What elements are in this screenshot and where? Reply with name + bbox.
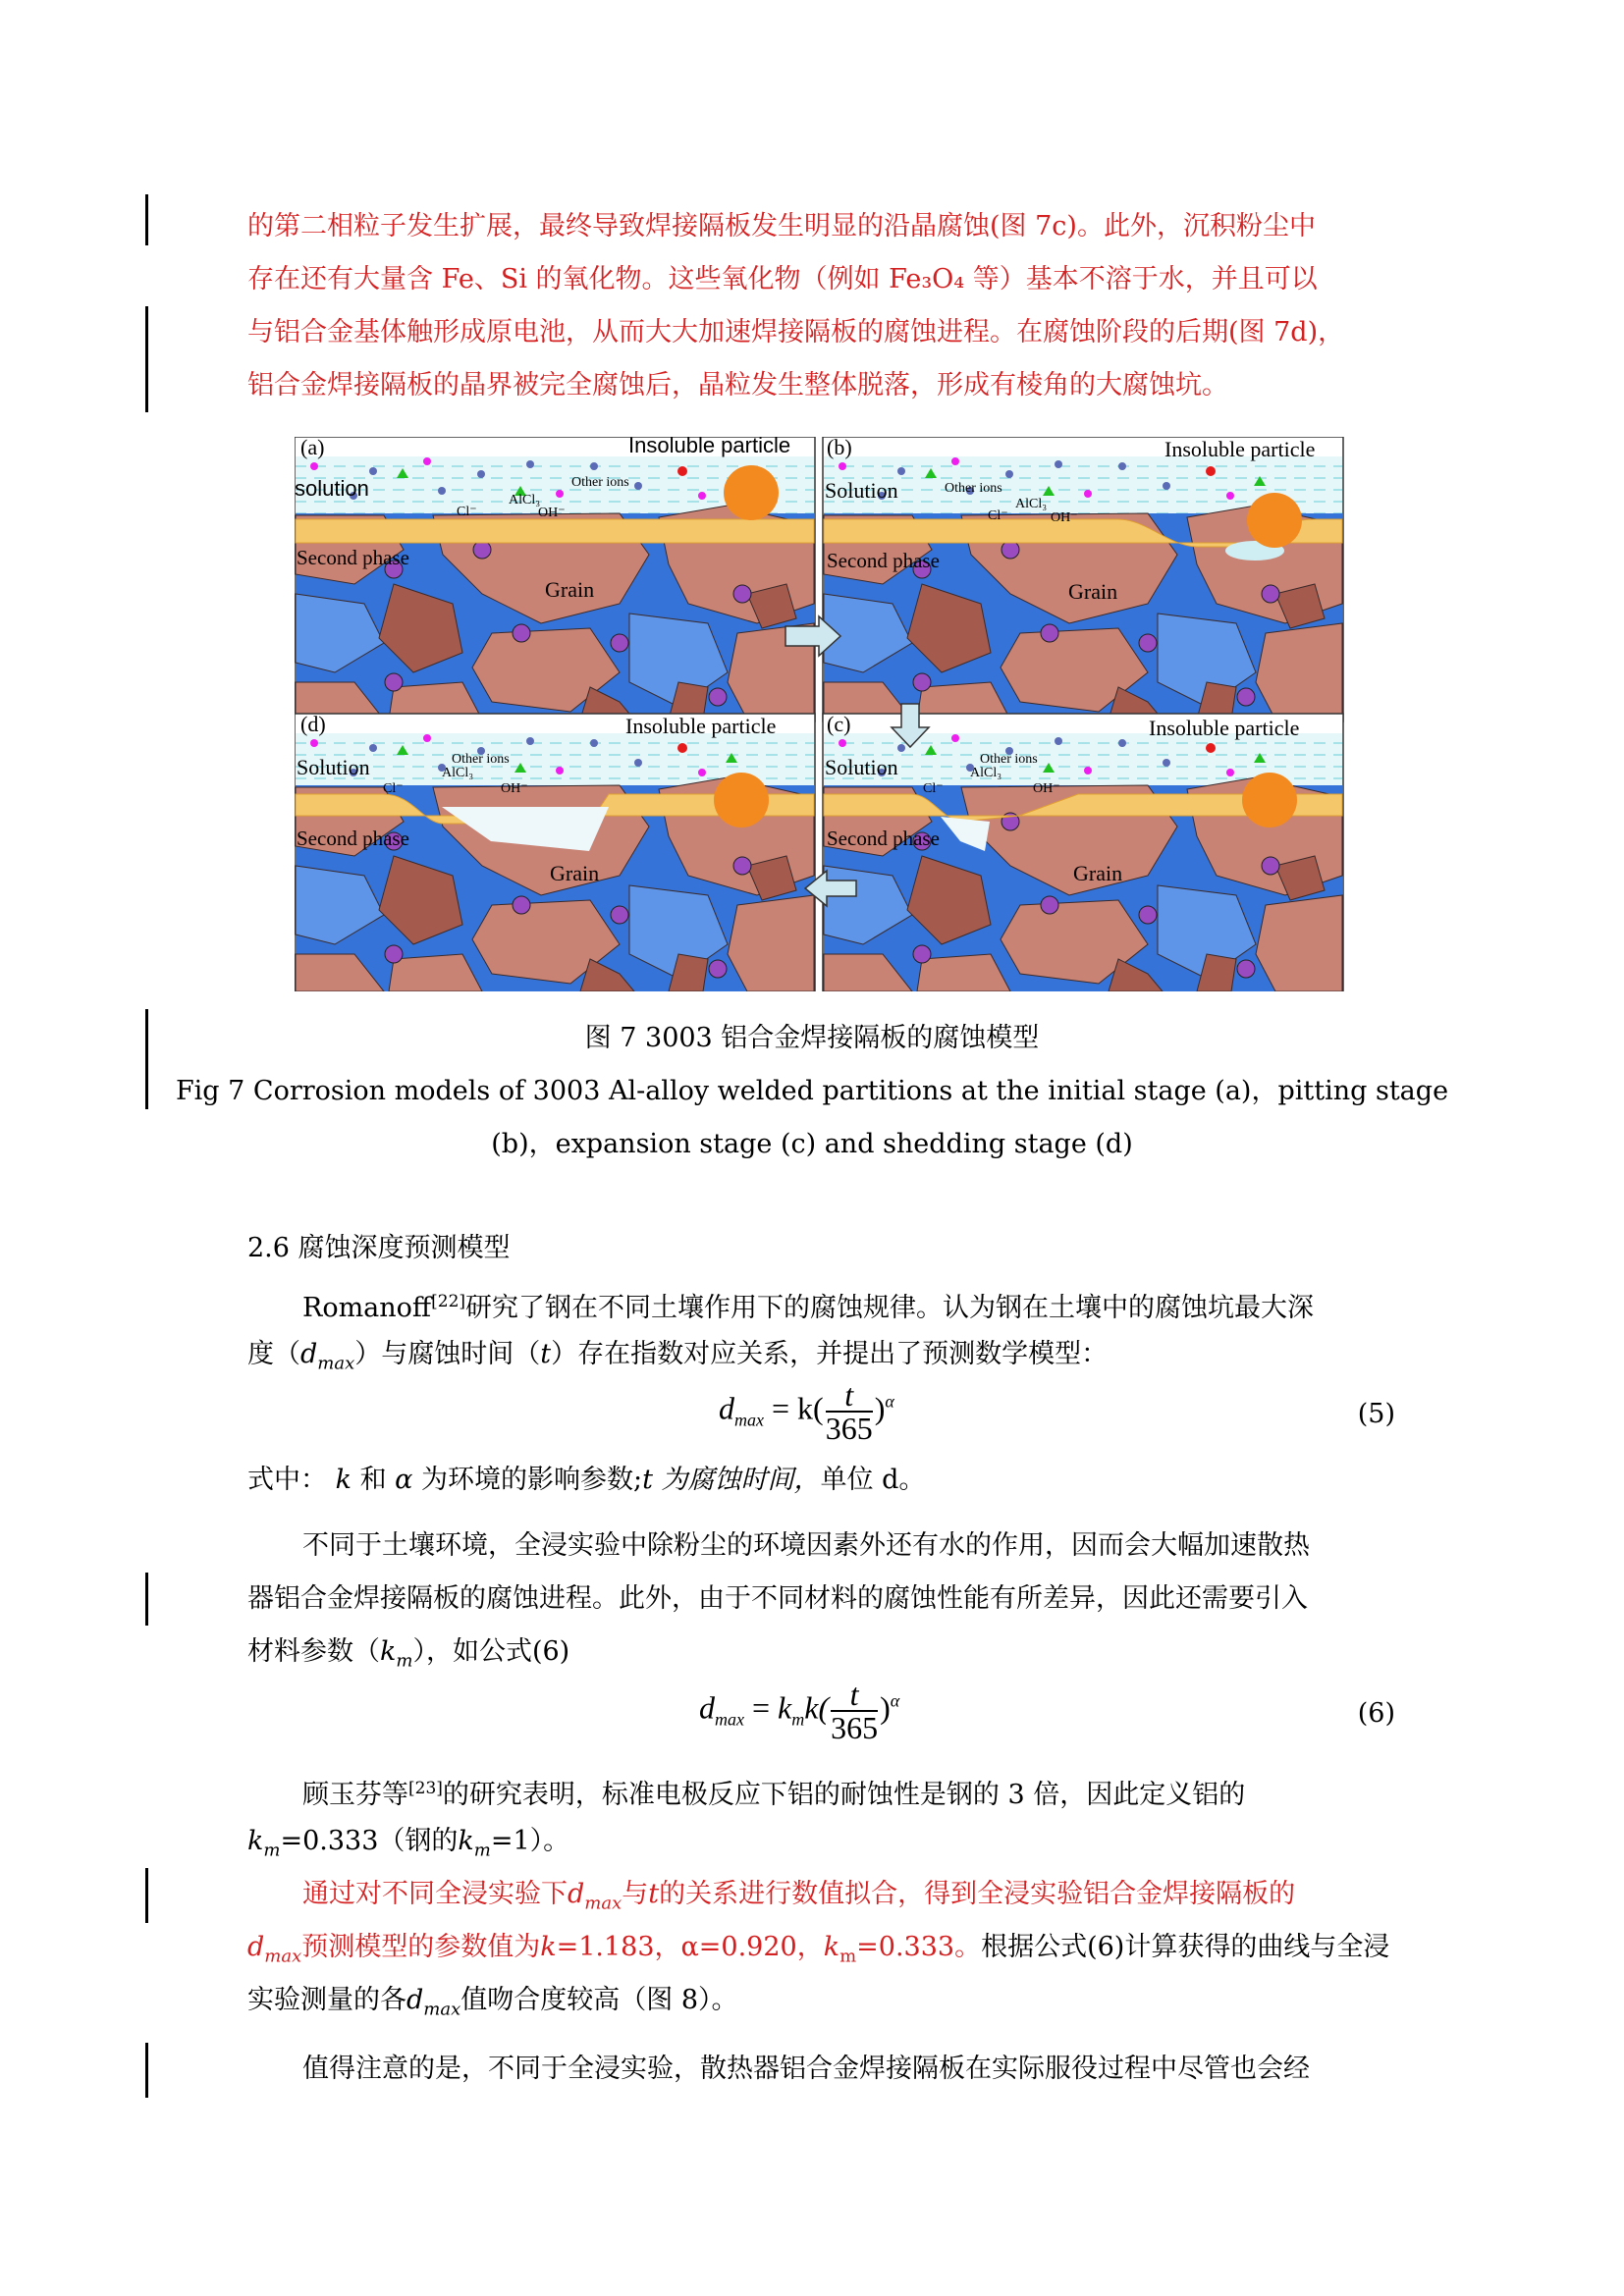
citation[interactable]: [22] xyxy=(431,1292,466,1311)
symbol-k: k xyxy=(823,1932,840,1962)
symbol-alpha: α xyxy=(395,1465,413,1495)
text-span: 和 xyxy=(359,1465,387,1495)
symbol-sub: max xyxy=(734,1410,764,1430)
second-phase-label: Second phase xyxy=(297,827,409,850)
text-span: 值吻合度较高（图 8）。 xyxy=(460,1985,738,2015)
text-span: =0.333。 xyxy=(856,1932,982,1962)
author-name: Romanoff xyxy=(302,1293,432,1323)
solution-label: Solution xyxy=(297,755,370,779)
text-line: 的第二相粒子发生扩展，最终导致焊接隔板发生明显的沿晶腐蚀(图 7c)。此外，沉积粉尘中 xyxy=(247,211,1316,241)
text-span: 式中： xyxy=(247,1465,327,1495)
text-span: 顾玉芬等 xyxy=(302,1780,408,1810)
cl-label: Cl⁻ xyxy=(923,781,944,796)
text-span: 研究了钢在不同土壤作用下的腐蚀规律。认为钢在土壤中的腐蚀坑最大深 xyxy=(465,1293,1315,1323)
symbol-sub: max xyxy=(423,1999,461,2020)
text-line: 器铝合金焊接隔板的腐蚀进程。此外，由于不同材料的腐蚀性能有所差异，因此还需要引入 xyxy=(247,1583,1308,1614)
text-span: 实验测量的各 xyxy=(247,1985,406,2015)
text-span: =1.183，α=0.920， xyxy=(556,1932,824,1962)
exponent: α xyxy=(890,1690,900,1711)
symbol-t: t xyxy=(540,1339,552,1369)
ions-label: Other ions xyxy=(945,481,1002,496)
equation-number: (6) xyxy=(1357,1698,1395,1729)
section-heading: 2.6 腐蚀深度预测模型 xyxy=(247,1233,511,1263)
symbol-d: d xyxy=(406,1985,424,2015)
text-span: 单位 d。 xyxy=(820,1465,926,1495)
cl-label: Cl⁻ xyxy=(383,781,404,796)
second-phase-label: Second phase xyxy=(827,549,940,572)
numerator: t xyxy=(831,1679,878,1712)
panel-tag: (b) xyxy=(827,437,852,459)
alcl3-label: AlCl₃ xyxy=(442,766,474,780)
text-line: 值得注意的是，不同于全浸实验，散热器铝合金焊接隔板在实际服役过程中尽管也会经 xyxy=(302,2054,1310,2084)
ions-label: Other ions xyxy=(980,752,1038,767)
symbol-t: t xyxy=(642,1465,653,1495)
text-line: 存在还有大量含 Fe、Si 的氧化物。这些氧化物（例如 Fe₃O₄ 等）基本不溶于水，并且可以 xyxy=(247,264,1318,294)
text-span: ）与腐蚀时间（ xyxy=(354,1339,541,1369)
solution-label: Solution xyxy=(825,755,898,779)
fraction xyxy=(826,1379,873,1444)
symbol-sub: m xyxy=(473,1840,491,1861)
text-span: 为腐蚀时间， xyxy=(661,1465,821,1495)
text-line xyxy=(247,1974,1394,2036)
text-span: 材料参数（ xyxy=(247,1636,380,1667)
text-span: =0.333（钢的 xyxy=(280,1826,459,1856)
symbol-k: k xyxy=(458,1826,474,1856)
symbol-sub: max xyxy=(317,1353,355,1374)
second-phase-label: Second phase xyxy=(827,827,940,850)
equation-number: (5) xyxy=(1357,1399,1395,1429)
text-span: 根据公式(6)计算获得的曲线与全浸 xyxy=(981,1932,1390,1962)
text-line xyxy=(247,1454,1394,1507)
second-phase-label: Second phase xyxy=(297,546,409,569)
text-span: ），如公式(6) xyxy=(412,1636,570,1667)
text-span: 为环境的影响参数; xyxy=(420,1465,643,1495)
grain-label: Grain xyxy=(550,861,600,885)
symbol-d: d xyxy=(568,1879,585,1909)
oh-label: OH⁻ xyxy=(1033,781,1060,796)
revision-bar xyxy=(145,1868,148,1923)
cl-label: Cl⁻ xyxy=(457,505,477,519)
panel-a xyxy=(295,437,815,721)
symbol-sub: m xyxy=(839,1946,857,1967)
equation-5 xyxy=(719,1379,894,1444)
particle-label: Insoluble particle xyxy=(1164,437,1316,461)
symbol-d: d xyxy=(719,1390,734,1426)
revision-bar xyxy=(145,194,148,245)
oh-label: OH⁻ xyxy=(1051,510,1078,525)
symbol-k: k xyxy=(540,1932,557,1962)
panel-tag: (d) xyxy=(300,712,326,736)
text-line: 不同于土壤环境，全浸实验中除粉尘的环境因素外还有水的作用，因而会大幅加速散热 xyxy=(302,1530,1310,1561)
solution-label: solution xyxy=(295,476,369,501)
grain-label: Grain xyxy=(1073,861,1123,885)
citation[interactable]: [23] xyxy=(408,1779,443,1798)
panel-c xyxy=(823,712,1343,991)
text-line xyxy=(247,1762,1449,1822)
particle-label: Insoluble particle xyxy=(1149,716,1300,740)
symbol-k: k xyxy=(778,1689,792,1726)
denominator: 365 xyxy=(825,1411,873,1446)
ions-label: Other ions xyxy=(571,475,629,490)
symbol-d: d xyxy=(300,1339,318,1369)
oh-label: OH⁻ xyxy=(501,781,528,796)
text-line xyxy=(247,1275,1449,1335)
alcl3-label: AlCl₃ xyxy=(509,493,541,507)
symbol-sub: max xyxy=(264,1946,302,1967)
text-span: 度（ xyxy=(247,1339,300,1369)
symbol-k: k xyxy=(380,1636,397,1667)
particle-label: Insoluble particle xyxy=(628,437,791,457)
numerator: t xyxy=(826,1379,873,1413)
eq-text: ) xyxy=(880,1689,891,1726)
symbol-k: k xyxy=(335,1465,352,1495)
oh-label: OH⁻ xyxy=(538,506,566,520)
text-line: 与铝合金基体触形成原电池，从而大大加速焊接隔板的腐蚀进程。在腐蚀阶段的后期(图 7d)， xyxy=(247,317,1345,347)
alcl3-label: AlCl₃ xyxy=(970,766,1002,780)
solution-label: Solution xyxy=(825,478,898,503)
text-span: 通过对不同全浸实验下 xyxy=(302,1879,568,1909)
revision-bar xyxy=(145,1573,148,1626)
symbol-sub: m xyxy=(396,1650,413,1672)
symbol-sub: max xyxy=(715,1709,744,1730)
cl-label: Cl⁻ xyxy=(988,508,1008,523)
symbol-sub: m xyxy=(791,1709,805,1730)
grain-label: Grain xyxy=(1068,579,1118,604)
figure-caption-en: (b)，expansion stage (c) and shedding stage (d) xyxy=(491,1129,1133,1159)
symbol-k: k xyxy=(247,1826,264,1856)
panel-tag: (c) xyxy=(827,712,851,736)
exponent: α xyxy=(885,1391,894,1412)
alcl3-label: AlCl₃ xyxy=(1015,497,1048,511)
symbol-d: d xyxy=(247,1932,265,1962)
corrosion-model-figure xyxy=(295,437,1347,991)
symbol-sub: m xyxy=(263,1840,281,1861)
panel-tag: (a) xyxy=(300,437,325,459)
eq-text: = xyxy=(752,1689,771,1726)
text-span: =1）。 xyxy=(490,1826,570,1856)
eq-text: ) xyxy=(874,1390,886,1426)
grain-label: Grain xyxy=(545,577,595,602)
eq-text: k( xyxy=(804,1689,830,1726)
text-line: 铝合金焊接隔板的晶界被完全腐蚀后，晶粒发生整体脱落，形成有棱角的大腐蚀坑。 xyxy=(247,370,1228,400)
denominator: 365 xyxy=(831,1710,879,1745)
figure-caption-en: Fig 7 Corrosion models of 3003 Al-alloy welded partitions at the initial stage (a)，pitting stage xyxy=(175,1076,1449,1106)
text-span: ）存在指数对应关系，并提出了预测数学模型： xyxy=(551,1339,1109,1369)
figure-caption-cn: 图 7 3003 铝合金焊接隔板的腐蚀模型 xyxy=(584,1023,1040,1053)
eq-text: = k( xyxy=(772,1390,824,1426)
revision-bar xyxy=(145,2043,148,2098)
symbol-d: d xyxy=(699,1689,715,1726)
equation-6 xyxy=(699,1679,899,1743)
revision-bar xyxy=(145,306,148,412)
text-span: 的关系进行数值拟合，得到全浸实验铝合金焊接隔板的 xyxy=(659,1879,1296,1909)
symbol-sub: max xyxy=(584,1893,623,1914)
text-span: 预测模型的参数值为 xyxy=(301,1932,541,1962)
ions-label: Other ions xyxy=(452,752,510,767)
panel-d xyxy=(295,712,815,991)
text-span: 的研究表明，标准电极反应下铝的耐蚀性是钢的 3 倍，因此定义铝的 xyxy=(442,1780,1246,1810)
text-span: 与 xyxy=(622,1879,649,1909)
particle-label: Insoluble particle xyxy=(625,714,777,738)
symbol-t: t xyxy=(648,1879,660,1909)
fraction xyxy=(831,1679,878,1743)
panel-b xyxy=(823,437,1343,721)
